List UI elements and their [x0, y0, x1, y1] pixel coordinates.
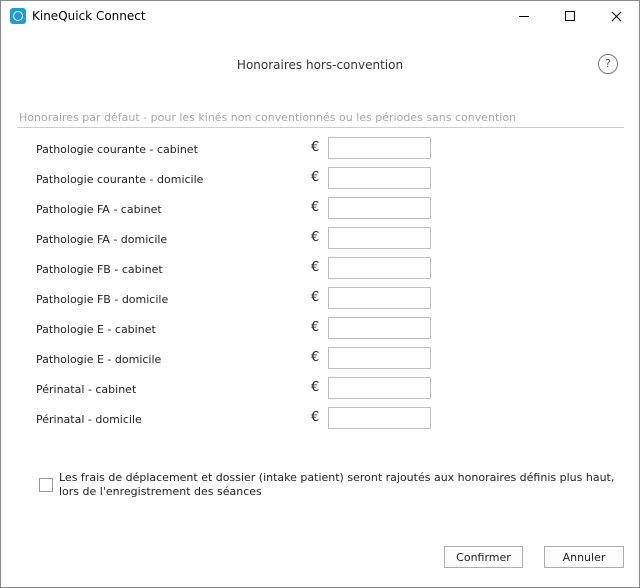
fee-label: Pathologie courante - domicile: [36, 173, 204, 186]
euro-symbol: €: [311, 260, 320, 275]
app-logo-icon: [10, 8, 26, 24]
fee-input-pathologie-e-cabinet[interactable]: [328, 317, 431, 339]
euro-symbol: €: [311, 230, 320, 245]
fee-label: Périnatal - domicile: [36, 413, 142, 426]
euro-symbol: €: [311, 200, 320, 215]
fee-row-pathologie-fa-cabinet: [1, 197, 639, 221]
confirm-button[interactable]: Confirmer: [444, 546, 523, 568]
euro-symbol: €: [311, 290, 320, 305]
help-icon[interactable]: ?: [598, 54, 618, 74]
fee-row-perinatal-cabinet: [1, 377, 639, 401]
dialog-title: Honoraires hors-convention: [236, 58, 404, 72]
fee-row-pathologie-courante-cabinet: [1, 137, 639, 161]
fee-label: Pathologie FA - cabinet: [36, 203, 162, 216]
euro-symbol: €: [311, 170, 320, 185]
travel-fees-checkbox-label: Les frais de déplacement et dossier (intake patient) seront rajoutés aux honoraires définis plus haut, lors de l'enregistrement des séances: [59, 471, 615, 498]
fee-row-pathologie-e-domicile: [1, 347, 639, 371]
fee-row-pathologie-e-cabinet: [1, 317, 639, 341]
fee-label: Pathologie E - cabinet: [36, 323, 156, 336]
fee-row-pathologie-fa-domicile: [1, 227, 639, 251]
fee-row-pathologie-fb-cabinet: [1, 257, 639, 281]
fee-input-pathologie-fb-cabinet[interactable]: [328, 257, 431, 279]
fee-label: Pathologie E - domicile: [36, 353, 162, 366]
fee-row-perinatal-domicile: [1, 407, 639, 431]
maximize-button[interactable]: [547, 1, 593, 31]
fee-input-pathologie-courante-cabinet[interactable]: [328, 137, 431, 159]
euro-symbol: €: [311, 380, 320, 395]
title-bar: [1, 1, 639, 31]
fee-input-pathologie-fb-domicile[interactable]: [328, 287, 431, 309]
fee-row-pathologie-fb-domicile: [1, 287, 639, 311]
fee-label: Périnatal - cabinet: [36, 383, 137, 396]
fee-input-pathologie-courante-domicile[interactable]: [328, 167, 431, 189]
fee-input-perinatal-cabinet[interactable]: [328, 377, 431, 399]
fee-row-pathologie-courante-domicile: [1, 167, 639, 191]
section-title: Honoraires par défaut - pour les kinés non conventionnés ou les périodes sans convention: [19, 111, 517, 124]
euro-symbol: €: [311, 410, 320, 425]
fee-label: Pathologie courante - cabinet: [36, 143, 198, 156]
fee-input-pathologie-fa-domicile[interactable]: [328, 227, 431, 249]
window-title: KineQuick Connect: [32, 9, 146, 23]
euro-symbol: €: [311, 140, 320, 155]
cancel-button[interactable]: Annuler: [544, 546, 624, 568]
travel-fees-checkbox[interactable]: [39, 478, 53, 492]
fee-input-pathologie-fa-cabinet[interactable]: [328, 197, 431, 219]
fee-label: Pathologie FB - domicile: [36, 293, 169, 306]
fee-label: Pathologie FB - cabinet: [36, 263, 163, 276]
fee-input-pathologie-e-domicile[interactable]: [328, 347, 431, 369]
close-button[interactable]: [593, 1, 639, 31]
euro-symbol: €: [311, 350, 320, 365]
section-divider: [17, 127, 624, 128]
minimize-button[interactable]: [501, 1, 547, 31]
fee-label: Pathologie FA - domicile: [36, 233, 168, 246]
fee-input-perinatal-domicile[interactable]: [328, 407, 431, 429]
euro-symbol: €: [311, 320, 320, 335]
